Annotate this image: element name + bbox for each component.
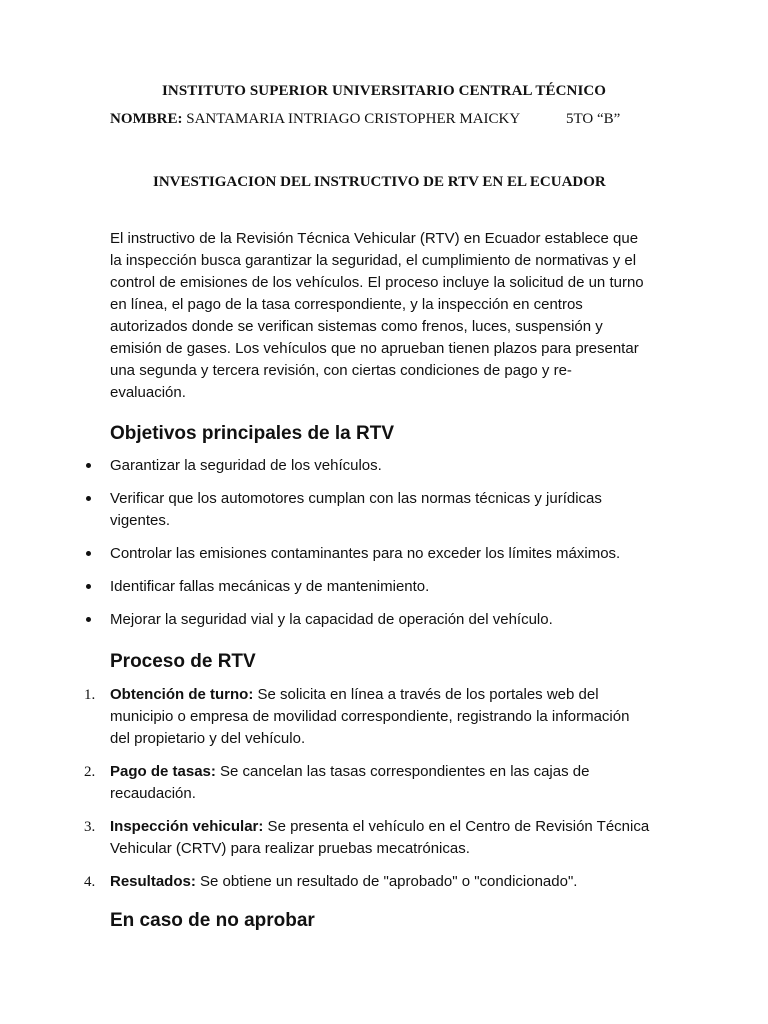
step-label: Pago de tasas:	[110, 763, 216, 780]
step-text: Se solicita en línea a través de los portales web del	[253, 686, 599, 703]
process-step	[0, 871, 768, 893]
step-number: 3.	[84, 819, 96, 835]
step-first-line	[110, 684, 768, 706]
institute-title: INSTITUTO SUPERIOR UNIVERSITARIO CENTRAL TÉCNICO	[162, 83, 607, 99]
process-step	[0, 684, 768, 750]
objective-text: Controlar las emisiones contaminantes para no exceder los límites máximos.	[110, 545, 621, 562]
objective-text: Mejorar la seguridad vial y la capacidad de operación del vehículo.	[110, 611, 553, 628]
intro-line: una segunda y tercera revisión, con ciertas condiciones de pago y re-	[110, 362, 572, 379]
bullet-icon	[86, 584, 91, 589]
intro-line: autorizados donde se verifican sistemas como frenos, luces, suspensión y	[110, 318, 603, 335]
document-title: INVESTIGACION DEL INSTRUCTIVO DE RTV EN EL ECUADOR	[153, 174, 606, 190]
process-heading: Proceso de RTV	[110, 651, 256, 672]
process-steps-list	[0, 684, 768, 904]
failure-heading: En caso de no aprobar	[110, 910, 315, 931]
intro-line: evaluación.	[110, 384, 186, 401]
objective-item	[0, 609, 768, 631]
step-first-line	[110, 816, 768, 838]
intro-line: la inspección busca garantizar la seguridad, el cumplimiento de normativas y el	[110, 252, 637, 269]
step-label: Resultados:	[110, 873, 196, 890]
intro-paragraph	[110, 228, 670, 404]
step-text: municipio o empresa de movilidad correspondiente, registrando la información	[110, 708, 630, 725]
objectives-list	[0, 455, 768, 642]
student-name-line	[110, 111, 621, 128]
process-step	[0, 761, 768, 805]
step-text: Se cancelan las tasas correspondientes en las cajas de	[215, 763, 590, 780]
step-text: del propietario y del vehículo.	[110, 730, 306, 747]
intro-line: control de emisiones de los vehículos. El proceso incluye la solicitud de un turno	[110, 274, 644, 291]
name-label: NOMBRE:	[110, 111, 183, 127]
step-number: 4.	[84, 874, 96, 890]
step-text: Se obtiene un resultado de "aprobado" o "condicionado".	[195, 873, 578, 890]
bullet-icon	[86, 463, 91, 468]
step-text: Vehicular (CRTV) para realizar pruebas mecatrónicas.	[110, 840, 470, 857]
objective-text: Identificar fallas mecánicas y de mantenimiento.	[110, 578, 430, 595]
objective-item	[0, 455, 768, 477]
objective-item	[0, 576, 768, 598]
process-step	[0, 816, 768, 860]
step-number: 1.	[84, 687, 96, 703]
objective-text: vigentes.	[110, 512, 171, 529]
objective-text: Verificar que los automotores cumplan con las normas técnicas y jurídicas	[110, 490, 602, 507]
bullet-icon	[86, 551, 91, 556]
step-first-line	[110, 761, 768, 783]
student-name: SANTAMARIA INTRIAGO CRISTOPHER MAICKY	[186, 111, 521, 127]
course-label: 5TO “B”	[566, 111, 621, 127]
objective-item	[0, 543, 768, 565]
objectives-heading: Objetivos principales de la RTV	[110, 423, 395, 444]
step-label: Obtención de turno:	[110, 686, 254, 703]
intro-line: El instructivo de la Revisión Técnica Vehicular (RTV) en Ecuador establece que	[110, 230, 639, 247]
step-label: Inspección vehicular:	[110, 818, 264, 835]
intro-line: emisión de gases. Los vehículos que no aprueban tienen plazos para presentar	[110, 340, 639, 357]
step-text: recaudación.	[110, 785, 196, 802]
bullet-icon	[86, 496, 91, 501]
intro-line: en línea, el pago de la tasa correspondiente, y la inspección en centros	[110, 296, 583, 313]
step-text: Se presenta el vehículo en el Centro de Revisión Técnica	[263, 818, 650, 835]
objective-text: Garantizar la seguridad de los vehículos.	[110, 457, 382, 474]
step-number: 2.	[84, 764, 96, 780]
step-first-line	[110, 871, 768, 893]
bullet-icon	[86, 617, 91, 622]
objective-item	[0, 488, 768, 532]
